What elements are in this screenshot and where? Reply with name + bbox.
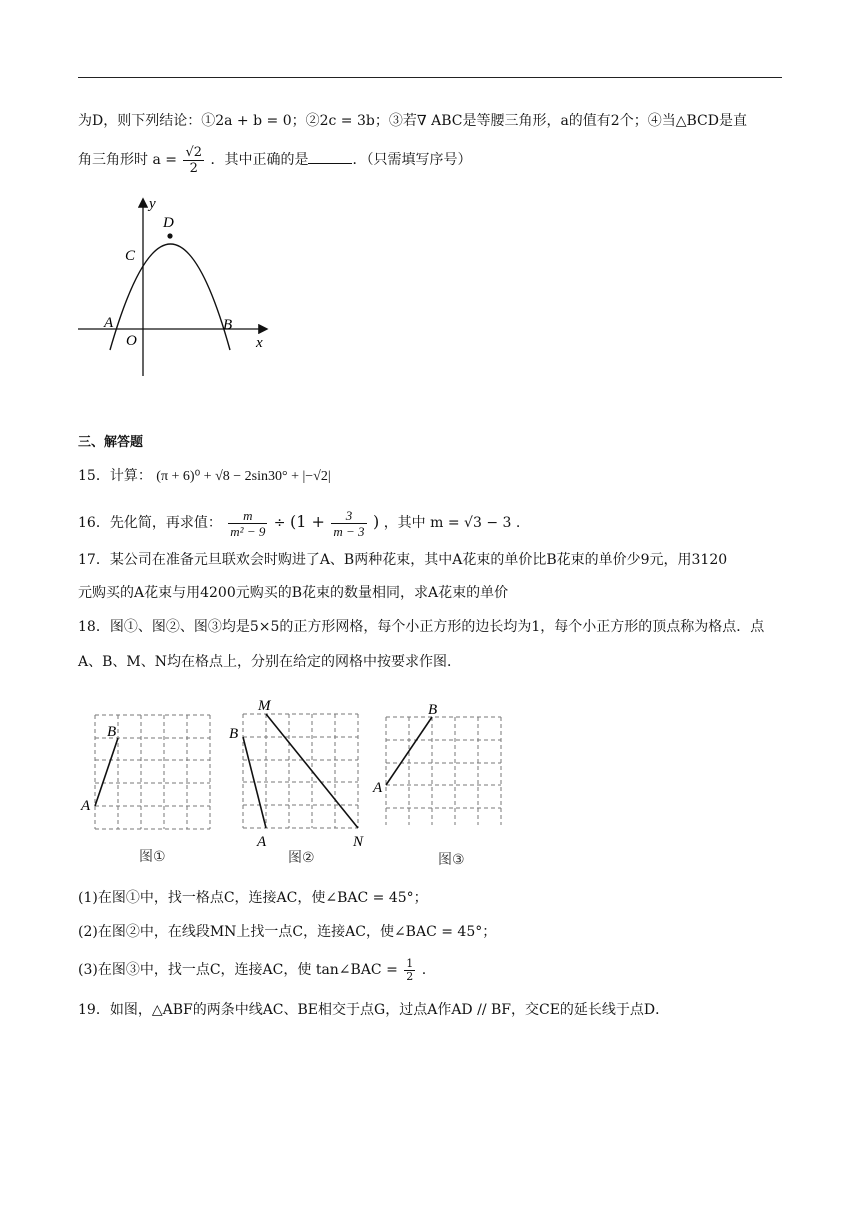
q18-part3-den: 2: [406, 969, 414, 983]
q16-close: ): [372, 512, 380, 531]
grid-figure-1: [80, 710, 220, 835]
figure-3-caption: 图③: [438, 852, 465, 868]
g1-label-b: B: [107, 724, 117, 740]
q16-frac1: [228, 508, 267, 539]
g3-label-b: B: [428, 702, 438, 718]
figure-2-caption: 图②: [288, 850, 315, 866]
q14-frac-den: 2: [189, 160, 198, 176]
q18-part3-num: 1: [406, 956, 414, 970]
q18-part3-pre: (3)在图③中，找一点C，连接AC，使 tan∠BAC =: [78, 962, 398, 978]
q17-line2: 元购买的A花束与用4200元购买的B花束的数量相同，求A花束的单价: [78, 585, 509, 601]
q14-fraction: [183, 145, 204, 176]
q16-post: ，其中 m = √3 − 3 .: [383, 515, 521, 531]
q18-part3: [78, 952, 784, 988]
q14-line2: [78, 140, 784, 180]
q18-part1: (1)在图①中，找一格点C，连接AC，使∠BAC = 45°；: [78, 890, 428, 906]
q18-part3-frac: [404, 958, 415, 983]
q15-expression: (π + 6)⁰ + √8 − 2sin30° + |−√2|: [156, 469, 331, 484]
g2-label-m: M: [258, 698, 271, 714]
header-rule: [78, 77, 782, 78]
q16-frac2-den: m − 3: [333, 523, 365, 539]
q14-line2-post: ．其中正确的是: [210, 152, 309, 168]
g2-label-b: B: [229, 726, 239, 742]
q14-line2-pre: 角三角形时 a =: [78, 152, 177, 168]
point-d-label: D: [163, 215, 174, 231]
parabola-graph: [70, 190, 280, 385]
g2-label-n: N: [353, 834, 364, 850]
figure-1-caption: 图①: [139, 849, 166, 865]
x-axis-label: x: [256, 335, 263, 351]
origin-label: O: [126, 333, 137, 349]
q16-open: (1 +: [289, 512, 325, 531]
grid-figure-3: [370, 700, 510, 825]
q15: [78, 466, 784, 487]
q16: [78, 500, 784, 544]
q16-frac1-num: m: [228, 508, 267, 524]
section-heading: 三、解答题: [78, 435, 144, 450]
vertex-point: [167, 233, 172, 238]
q16-frac2-num: 3: [331, 508, 366, 524]
q18-line1: 18．图①、图②、图③均是5×5的正方形网格，每个小正方形的边长均为1，每个小正方形的顶点称为格点．点: [78, 619, 765, 635]
point-a-label: A: [104, 315, 114, 331]
q19: 19．如图，△ABF的两条中线AC、BE相交于点G，过点A作AD // BF，交CE的延长线于点D．: [78, 1002, 670, 1018]
q16-divide: ÷: [273, 515, 286, 531]
q17-line1: 17．某公司在准备元旦联欢会时购进了A、B两种花束，其中A花束的单价比B花束的单价少9元，用3120: [78, 552, 728, 568]
segment-ab-1: [95, 738, 118, 806]
q15-label: 15．计算：: [78, 468, 152, 484]
q14-frac-num: √2: [185, 144, 202, 160]
q14-line2-tail: ．（只需填写序号）: [352, 152, 472, 168]
q14-line1: 为D，则下列结论：①2a + b = 0；②2c = 3b；③若∇ ABC是等腰三角形，a的值有2个；④当△BCD是直: [78, 113, 747, 129]
g1-label-a: A: [81, 798, 91, 814]
grid-figure-2: [226, 694, 376, 854]
q16-label: 16．先化简，再求值：: [78, 515, 222, 531]
point-c-label: C: [125, 248, 136, 264]
q16-frac1-den: m² − 9: [230, 523, 266, 539]
y-axis-label: y: [149, 196, 156, 212]
q18-part3-post: .: [421, 962, 427, 978]
q18-line2: A、B、M、N均在格点上，分别在给定的网格中按要求作图．: [78, 654, 461, 670]
answer-blank[interactable]: [308, 163, 352, 164]
g2-label-a: A: [257, 834, 267, 850]
q16-frac2: [331, 508, 366, 539]
q18-part2: (2)在图②中，在线段MN上找一点C，连接AC，使∠BAC = 45°；: [78, 924, 497, 940]
point-b-label: B: [223, 317, 233, 333]
g3-label-a: A: [373, 780, 383, 796]
